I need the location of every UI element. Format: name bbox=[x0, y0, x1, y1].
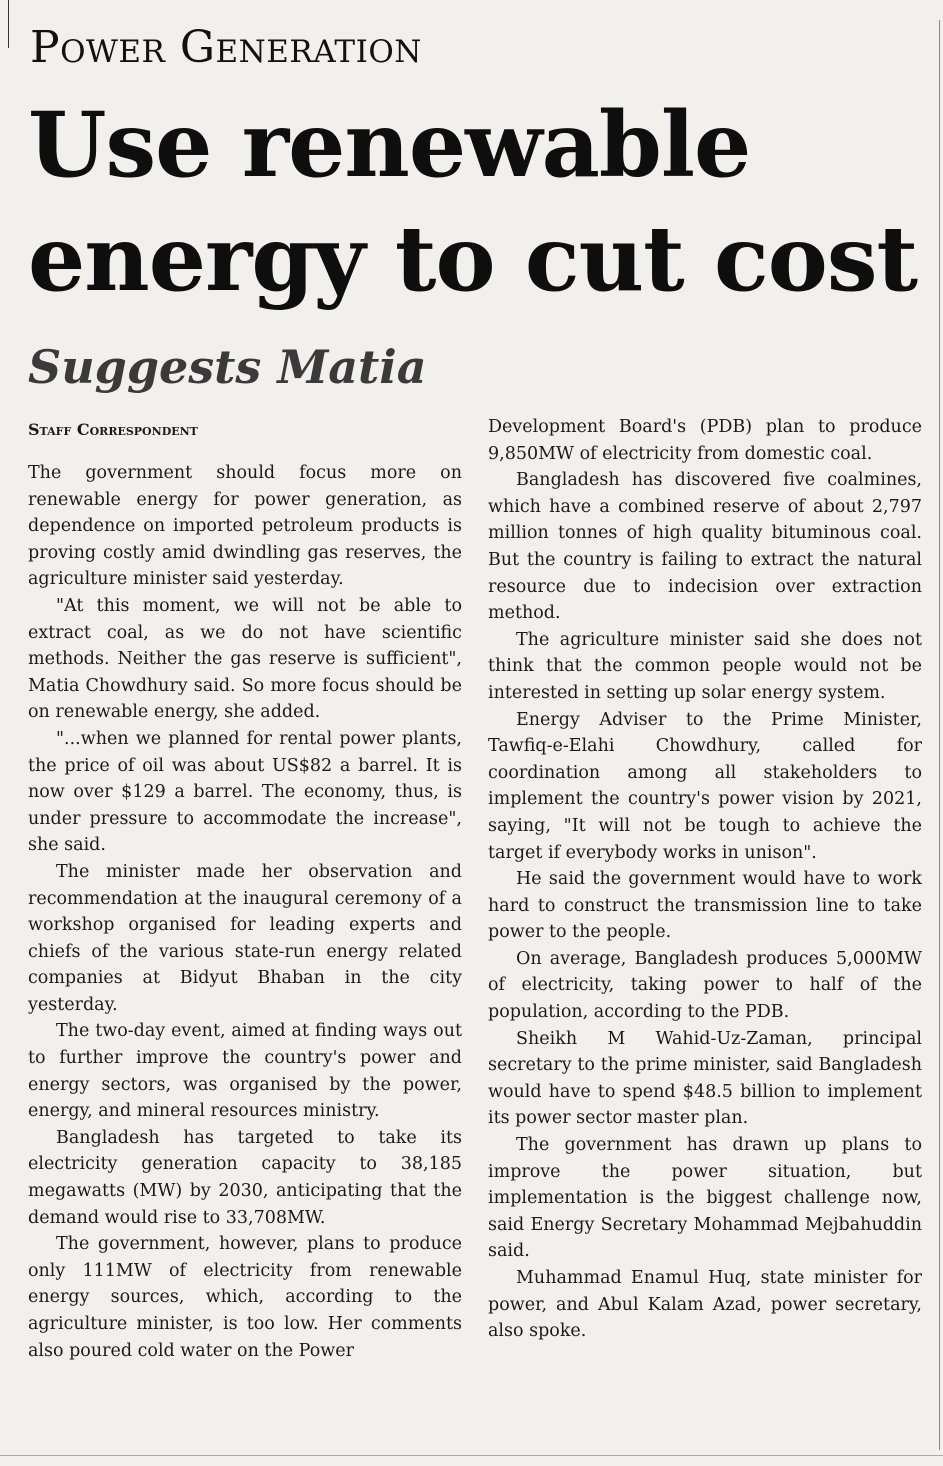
headline-line-1: Use renewable bbox=[28, 92, 751, 198]
section-kicker: Power Generation bbox=[30, 22, 422, 73]
paragraph: Bangladesh has targeted to take its electricity generation capacity to 38,185 megawatts (MW) by 2030, anticipating that the demand would rise to 33,708MW. bbox=[28, 1127, 462, 1228]
headline bbox=[28, 88, 933, 316]
subheadline: Suggests Matia bbox=[28, 340, 427, 394]
paragraph: He said the government would have to work hard to construct the transmission line to take power to the people. bbox=[488, 869, 922, 943]
column-rule-left bbox=[8, 0, 9, 48]
bottom-rule bbox=[0, 1455, 943, 1456]
paragraph: The government has drawn up plans to improve the power situation, but implementation is the biggest challenge now, said Energy Secretary Mohammad Mejbahuddin said. bbox=[488, 1135, 922, 1262]
byline: Staff Correspondent bbox=[28, 420, 198, 439]
paragraph: The two-day event, aimed at finding ways out to further improve the country's power and energy sectors, was organised by the power, energy, and mineral resources ministry. bbox=[28, 1021, 462, 1122]
paragraph: "At this moment, we will not be able to extract coal, as we do not have scientific methods. Neither the gas reserve is sufficient", Matia Chowdhury said. So more focus should be on renewable energy, she added. bbox=[28, 595, 462, 723]
paragraph: Muhammad Enamul Huq, state minister for power, and Abul Kalam Azad, power secretary, also spoke. bbox=[488, 1268, 922, 1342]
paragraph: The minister made her observation and recommendation at the inaugural ceremony of a workshop organised for leading experts and chiefs of the various state-run energy related companies at Bidyut Bhaban in the city yesterday. bbox=[28, 861, 462, 1015]
paragraph: Sheikh M Wahid-Uz-Zaman, principal secretary to the prime minister, said Bangladesh would have to spend $48.5 billion to implement its power sector master plan. bbox=[488, 1028, 922, 1129]
paragraph: The government, however, plans to produce only 111MW of electricity from renewable energy sources, which, according to the agriculture minister, is too low. Her comments also poured cold water on the Power bbox=[28, 1234, 462, 1361]
article-column-right bbox=[488, 414, 922, 1345]
headline-line-2: energy to cut cost bbox=[28, 206, 918, 312]
paragraph: The government should focus more on renewable energy for power generation, as dependence on imported petroleum products is proving costly amid dwindling gas reserves, the agriculture minister said yesterday. bbox=[28, 463, 462, 590]
paragraph: On average, Bangladesh produces 5,000MW of electricity, taking power to half of the population, according to the PDB. bbox=[488, 948, 922, 1023]
paragraph: Bangladesh has discovered five coalmines, which have a combined reserve of about 2,797 million tonnes of high quality bituminous coal. But the country is failing to extract the natural resource due to indecision over extraction method. bbox=[488, 470, 922, 624]
paragraph: The agriculture minister said she does not think that the common people would not be interested in setting up solar energy system. bbox=[488, 629, 922, 703]
paragraph: Energy Adviser to the Prime Minister, Tawfiq-e-Elahi Chowdhury, called for coordination among all stakeholders to implement the country's power vision by 2021, saying, "It will not be tough to achieve the target if everybody works in unison". bbox=[488, 709, 922, 863]
article-column-left bbox=[28, 460, 462, 1364]
column-rule-right bbox=[939, 20, 940, 1450]
paragraph: Development Board's (PDB) plan to produce 9,850MW of electricity from domestic coal. bbox=[488, 417, 922, 464]
paragraph: "...when we planned for rental power plants, the price of oil was about US$82 a barrel. It is now over $129 a barrel. The economy, thus, is under pressure to accommodate the increase", she said. bbox=[28, 728, 462, 856]
